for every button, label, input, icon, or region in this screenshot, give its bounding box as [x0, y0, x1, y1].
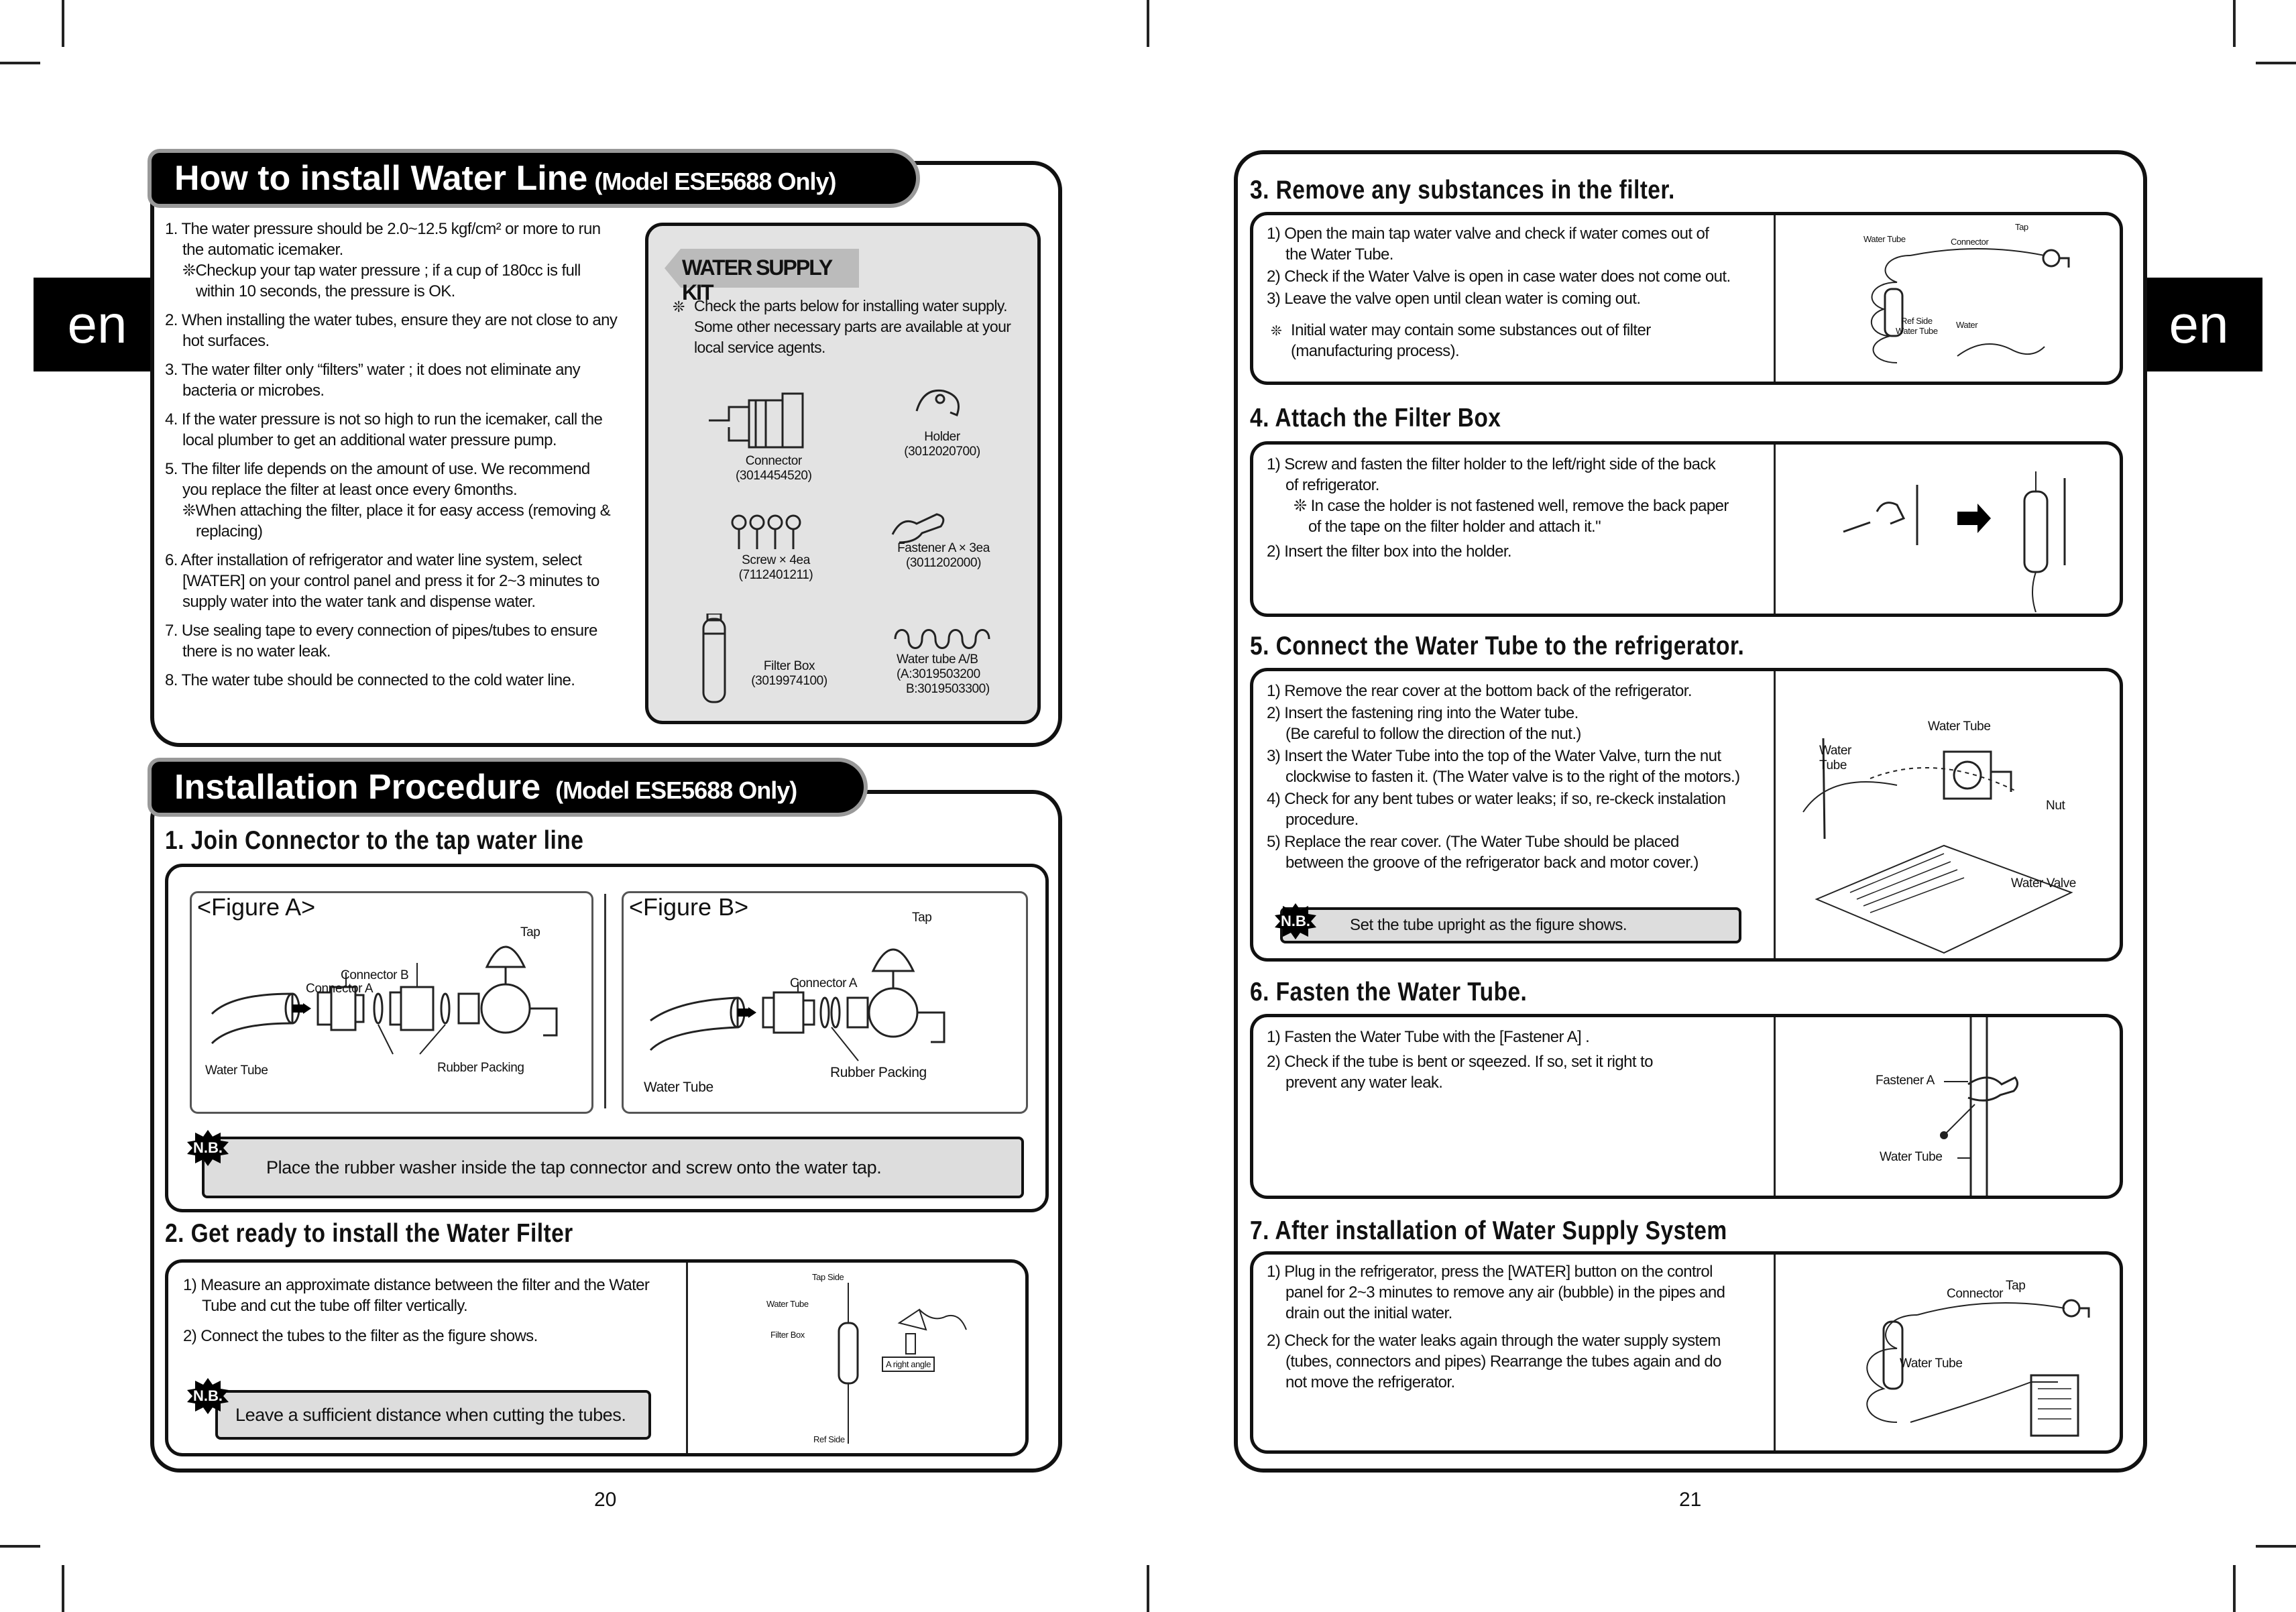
instruction-item — [165, 219, 634, 302]
step1-heading: 1. Join Connector to the tap water line — [165, 826, 584, 855]
instruction-line: local plumber to get an additional water pressure pump. — [182, 431, 557, 449]
kit-title: WATER SUPPLY KIT — [682, 255, 831, 304]
step6-water-tube-label: Water Tube — [1880, 1150, 1943, 1164]
step-item-line: 3) Insert the Water Tube into the top of the Water Valve, turn the nut — [1267, 747, 1721, 765]
step5-water-tube-left-label: Water Tube — [1819, 744, 1851, 772]
water-tube-icon — [891, 626, 998, 652]
step-item — [1267, 1330, 1776, 1393]
step-item — [183, 1275, 699, 1316]
instruction-item — [165, 359, 634, 401]
step2-filter-box-label: Filter Box — [770, 1330, 805, 1340]
step2-tap-side-label: Tap Side — [812, 1272, 844, 1282]
filter-box-label: Filter Box (3019974100) — [751, 659, 827, 688]
water-valve-connection-icon — [1790, 698, 2123, 960]
step-item-line: 2) Check if the Water Valve is open in case water does not come out. — [1267, 268, 1731, 286]
step3-ref-side-label: Ref Side Water Tube — [1896, 316, 1938, 336]
kit-note-mark: ❊ — [673, 298, 685, 315]
step6-items — [1267, 1027, 1776, 1097]
instruction-line: [WATER] on your control panel and press it for 2~3 minutes to — [182, 572, 599, 590]
filter-flush-icon — [1857, 229, 2112, 383]
crop-mark — [62, 0, 64, 47]
step-item — [1267, 223, 1776, 265]
nb-badge: N.B. — [1275, 903, 1316, 939]
holder-icon — [910, 384, 970, 424]
step5-nut-label: Nut — [2046, 799, 2065, 813]
step-item-line: 2) Check if the tube is bent or sqeezed. If so, set it right to — [1267, 1053, 1653, 1071]
step7-box — [1250, 1251, 2123, 1454]
step3-box — [1250, 212, 2123, 385]
nb-badge: N.B. — [187, 1130, 229, 1166]
crop-mark — [1147, 0, 1149, 47]
step3-note: Initial water may contain some substances out of filter (manufacturing process). — [1291, 321, 1651, 360]
step4-items — [1267, 454, 1776, 566]
instruction-line: 4. If the water pressure is not so high to run the icemaker, call the — [165, 410, 603, 428]
language-tab-right: en — [2135, 278, 2262, 371]
figure-a — [190, 891, 593, 1114]
step-item-line: 3) Leave the valve open until clean water is coming out. — [1267, 290, 1641, 308]
water-tube-label: Water tube A/B (A:3019503200 B:3019503300) — [897, 652, 990, 696]
fig-a-rubber-packing-label: Rubber Packing — [437, 1061, 524, 1075]
step-item-line: 2) Insert the filter box into the holder. — [1267, 542, 1511, 561]
instruction-item — [165, 550, 634, 612]
step6-box — [1250, 1014, 2123, 1199]
banner-title: Installation Procedure — [174, 768, 541, 807]
figure-b — [622, 891, 1028, 1114]
instruction-line: bacteria or microbes. — [182, 382, 325, 400]
step-item-line: (tubes, connectors and pipes) Rearrange the tubes again and do — [1285, 1352, 1721, 1371]
banner-model: (Model ESE5688 Only) — [555, 776, 797, 804]
fig-b-rubber-packing-label: Rubber Packing — [830, 1065, 927, 1080]
step4-divider — [1774, 445, 1776, 614]
step1-box — [165, 864, 1049, 1212]
step7-water-tube-label: Water Tube — [1900, 1357, 1963, 1371]
connector-icon — [702, 380, 809, 454]
crop-mark — [2256, 1545, 2296, 1548]
water-supply-kit-box — [645, 223, 1041, 724]
step-item — [1267, 703, 1776, 744]
crop-mark — [0, 62, 40, 64]
step5-items — [1267, 681, 1776, 874]
step2-items — [183, 1275, 699, 1356]
step-item-line: 1) Screw and fasten the filter holder to the left/right side of the back — [1267, 455, 1716, 473]
step-item-line: 2) Check for the water leaks again through the water supply system — [1267, 1332, 1721, 1350]
filter-box-icon — [694, 614, 734, 707]
fig-b-water-tube-label: Water Tube — [644, 1080, 713, 1095]
step3-divider — [1774, 215, 1776, 382]
step-item — [1267, 1051, 1776, 1093]
fastener-on-tube-icon — [1843, 1017, 2085, 1199]
step-item-line: procedure. — [1285, 811, 1359, 829]
step-item-line: 1) Measure an approximate distance between the filter and the Water — [183, 1276, 650, 1294]
instruction-item — [165, 670, 634, 691]
instruction-line: 8. The water tube should be connected to the cold water line. — [165, 671, 575, 689]
step-item-note: of the tape on the filter holder and attach it." — [1308, 518, 1601, 536]
step5-box — [1250, 668, 2123, 962]
crop-mark — [2256, 62, 2296, 64]
step-item — [183, 1326, 699, 1346]
banner-model: (Model ESE5688 Only) — [594, 168, 836, 195]
instruction-line: 1. The water pressure should be 2.0~12.5 kgf/cm² or more to run — [165, 220, 601, 238]
instruction-note: ❊Checkup your tap water pressure ; if a cup of 180cc is full — [182, 262, 581, 280]
instruction-item — [165, 310, 634, 351]
step3-connector-label: Connector — [1951, 237, 1989, 247]
step5-water-tube-top-label: Water Tube — [1928, 719, 1991, 734]
step-item-line: 5) Replace the rear cover. (The Water Tube should be placed — [1267, 833, 1679, 851]
step7-tap-label: Tap — [2006, 1279, 2026, 1293]
instruction-line: 7. Use sealing tape to every connection of pipes/tubes to ensure — [165, 622, 597, 640]
step-item — [1267, 831, 1776, 873]
crop-mark — [2233, 1565, 2236, 1612]
language-tab-left: en — [34, 278, 161, 371]
step-item-line: 2) Connect the tubes to the filter as the figure shows. — [183, 1327, 538, 1345]
step-item-line: drain out the initial water. — [1285, 1304, 1452, 1322]
step-item-line: panel for 2~3 minutes to remove any air (bubble) in the pipes and — [1285, 1283, 1725, 1302]
step-item-line: (Be careful to follow the direction of the nut.) — [1285, 725, 1581, 743]
page-number-right: 21 — [1679, 1489, 1702, 1511]
step3-items — [1267, 223, 1776, 310]
step-item-line: clockwise to fasten it. (The Water valve is to the right of the motors.) — [1285, 768, 1740, 786]
page-number-left: 20 — [594, 1489, 617, 1511]
step3-heading: 3. Remove any substances in the filter. — [1250, 176, 1675, 205]
fig-a-tap-label: Tap — [520, 925, 540, 939]
instruction-line: hot surfaces. — [182, 332, 270, 350]
step2-heading: 2. Get ready to install the Water Filter — [165, 1219, 573, 1248]
step2-water-tube-label: Water Tube — [766, 1299, 809, 1309]
step-item-line: of refrigerator. — [1285, 476, 1379, 494]
step7-items — [1267, 1261, 1776, 1399]
fig-a-connector-a-label: Connector A — [306, 982, 374, 996]
instruction-line: you replace the filter at least once every 6months. — [182, 481, 518, 499]
section-banner-water-line — [152, 153, 916, 204]
step2-right-angle-label: A right angle — [882, 1357, 935, 1372]
instruction-note: replacing) — [196, 522, 263, 540]
section-banner-procedure — [152, 762, 864, 813]
step-item-line: 1) Plug in the refrigerator, press the [WATER] button on the control — [1267, 1263, 1713, 1281]
step-item-line: 1) Remove the rear cover at the bottom back of the refrigerator. — [1267, 682, 1692, 700]
nb-badge: N.B. — [187, 1378, 229, 1414]
step5-heading: 5. Connect the Water Tube to the refrigerator. — [1250, 632, 1745, 660]
crop-mark — [2233, 0, 2236, 47]
step5-nb-bar: Set the tube upright as the figure shows. — [1280, 907, 1741, 943]
crop-mark — [1147, 1565, 1149, 1612]
step5-divider — [1774, 671, 1776, 958]
step-item-note: ❊ In case the holder is not fastened well, remove the back paper — [1294, 497, 1729, 515]
instruction-note: within 10 seconds, the pressure is OK. — [196, 282, 455, 300]
step4-heading: 4. Attach the Filter Box — [1250, 404, 1501, 433]
step-item-line: the Water Tube. — [1285, 245, 1393, 264]
fig-b-connector-a-label: Connector A — [790, 976, 858, 990]
step2-ref-side-label: Ref Side — [813, 1434, 845, 1444]
instruction-line: supply water into the water tank and dispense water. — [182, 593, 536, 611]
instructions-list — [165, 219, 634, 699]
filter-holder-attach-icon — [1837, 471, 2078, 612]
banner-title: How to install Water Line — [174, 159, 588, 198]
connector-label: Connector (3014454520) — [736, 454, 812, 483]
holder-label: Holder (3012020700) — [904, 430, 980, 459]
step3-water-tube-label: Water Tube — [1863, 234, 1906, 244]
step-item — [1267, 541, 1776, 562]
step-item — [1267, 454, 1776, 537]
instruction-line: 3. The water filter only “filters” water ; it does not eliminate any — [165, 361, 581, 379]
instruction-line: 2. When installing the water tubes, ensure they are not close to any — [165, 311, 618, 329]
figure-a-title: <Figure A> — [197, 893, 316, 921]
step6-divider — [1774, 1017, 1776, 1196]
fig-b-tap-label: Tap — [912, 911, 932, 925]
screw-label: Screw × 4ea (7112401211) — [738, 553, 813, 582]
fig-a-connector-b-label: Connector B — [341, 968, 409, 982]
step-item-line: 1) Open the main tap water valve and check if water comes out of — [1267, 225, 1709, 243]
step-item-line: between the groove of the refrigerator back and motor cover.) — [1285, 854, 1699, 872]
instruction-note: ❊When attaching the filter, place it for easy access (removing & — [182, 502, 611, 520]
figure-b-title: <Figure B> — [629, 893, 749, 921]
instruction-line: 6. After installation of refrigerator and water line system, select — [165, 551, 582, 569]
crop-mark — [62, 1565, 64, 1612]
fig-a-water-tube-label: Water Tube — [205, 1063, 268, 1078]
screw-icon — [729, 514, 809, 555]
step-item — [1267, 746, 1776, 787]
step3-tap-label: Tap — [2015, 222, 2028, 232]
step3-water-label: Water — [1956, 320, 1978, 330]
step2-divider — [686, 1263, 688, 1453]
step2-box — [165, 1259, 1029, 1456]
kit-note: Check the parts below for installing water supply. Some other necessary parts are available at your local service agents. — [694, 297, 1011, 356]
step-item — [1267, 266, 1776, 287]
step-item-line: prevent any water leak. — [1285, 1074, 1443, 1092]
step-item — [1267, 288, 1776, 309]
step-item-line: not move the refrigerator. — [1285, 1373, 1455, 1391]
step-item-line: Tube and cut the tube off filter vertically. — [202, 1297, 468, 1315]
crop-mark — [0, 1545, 40, 1548]
kit-title-tag — [665, 249, 859, 304]
step-item — [1267, 1261, 1776, 1324]
step-item — [1267, 1027, 1776, 1047]
step-item — [1267, 789, 1776, 830]
instruction-line: the automatic icemaker. — [182, 241, 343, 259]
step-item-line: 2) Insert the fastening ring into the Water tube. — [1267, 704, 1578, 722]
instruction-item — [165, 459, 634, 542]
step1-nb-bar: Place the rubber washer inside the tap connector and screw onto the water tap. — [202, 1137, 1024, 1198]
step-item-line: 4) Check for any bent tubes or water leaks; if so, re-ckeck instalation — [1267, 790, 1726, 808]
instruction-item — [165, 409, 634, 451]
step6-fastener-label: Fastener A — [1876, 1074, 1935, 1088]
instruction-line: there is no water leak. — [182, 642, 331, 660]
step5-water-valve-label: Water Valve — [2011, 876, 2076, 890]
fastener-label: Fastener A × 3ea (3011202000) — [897, 541, 990, 570]
step6-heading: 6. Fasten the Water Tube. — [1250, 978, 1528, 1006]
instruction-item — [165, 620, 634, 662]
instruction-line: 5. The filter life depends on the amount of use. We recommend — [165, 460, 590, 478]
figure-divider — [604, 894, 606, 1108]
step-item — [1267, 681, 1776, 701]
step7-divider — [1774, 1255, 1776, 1450]
step3-note-mark: ❊ — [1271, 324, 1282, 339]
step7-connector-label: Connector — [1947, 1287, 2004, 1301]
step-item-line: 1) Fasten the Water Tube with the [Fastener A] . — [1267, 1028, 1590, 1046]
step2-nb-bar: Leave a sufficient distance when cutting the tubes. — [215, 1390, 651, 1440]
step4-box — [1250, 441, 2123, 617]
step7-heading: 7. After installation of Water Supply System — [1250, 1216, 1727, 1245]
